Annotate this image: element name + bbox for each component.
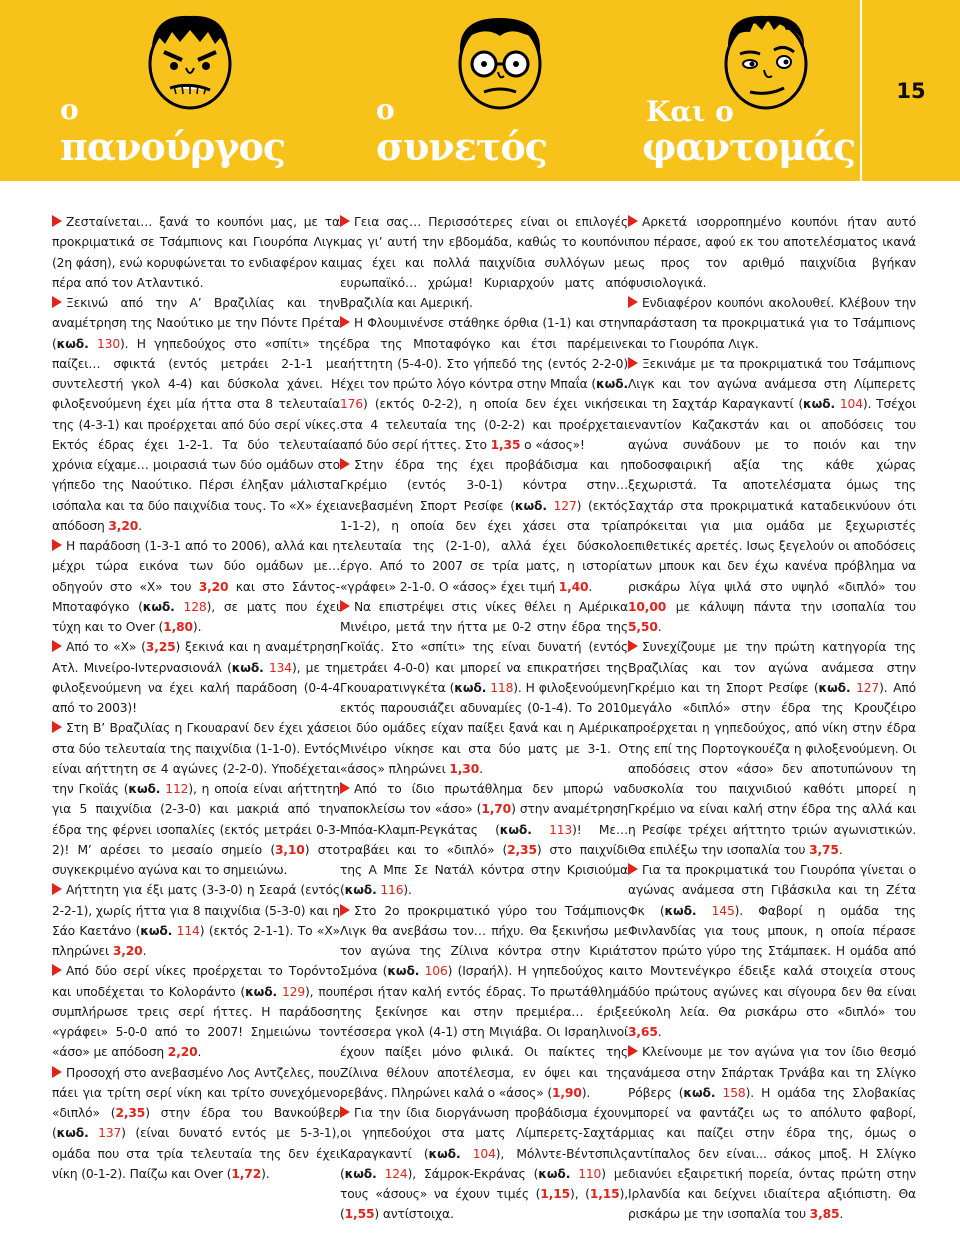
bullet-triangle-icon [628,215,638,227]
angry-face-icon [130,6,250,116]
bullet-triangle-icon [340,904,350,916]
text-run: 134 [268,660,292,675]
text-run: κωδ. [344,883,377,898]
text-run: 1,72 [231,1166,262,1181]
text-run: )! Με… τραβάει και το «διπλό» ( [340,822,628,857]
text-run: Ζεσταίνεται… ξανά το κουπόνι μας, με τα προκριματικά σε Τσάμπιονς και Γιουρόπα Λιγκ (2η φάση), ενώ κορυφώνεται το ενδιαφέρον και πέρα από τον Ατλαντικό. [52,215,340,290]
text-run: κωδ. [387,964,420,979]
paragraph [340,212,628,313]
header-band [0,0,960,181]
text-run [532,823,549,837]
text-run: 112 [165,782,189,796]
text-run: κωδ. [454,680,487,695]
text-run: ). Η ομάδα της Σλοβακίας μπορεί να φαντάζει ως το απόλυτο φαβορί, μιας και παίζει στην έδρα της, όμως ο αντίπαλος δεν είναι... σάκος μποξ. Η Σλίγκο διανύει εξαιρετική πορεία, όντας πρώτη στην Ιρλανδία και δείχνει ιδιαίτερα αξιόπιστη. Θα ρισκάρω με την ισοπαλία του [628,1085,916,1222]
text-run: 3,75 [809,842,839,857]
text-run: 1,40 [558,579,589,594]
paragraph [340,597,628,779]
text-run: κωδ. [140,923,173,938]
text-run: ). Η φιλοξενούμενη εκτός παρουσιάζει αδυναμίες (0-1-4). Το 2010 οι δύο ομάδες είχαν παίξει ξανά και η Αμέρικα Μινέιρο νίκησε και στα δύο ματς με 3-1. Ο «άσος» πληρώνει [340,680,628,776]
text-run: 137 [98,1126,122,1141]
bullet-triangle-icon [52,964,62,976]
text-run: ) (εκτός 0-2-2), η οποία δεν έχει νικήσει στα 4 τελευταία της (0-2-2) και προέρχεται από δύο σερί ήττες. Στο [340,397,628,452]
text-run [715,1086,722,1100]
text-run: 1,15 [589,1187,620,1201]
text-run: ) αντίστοιχα. [374,1207,454,1222]
column-1-title: πανούργος [60,124,285,169]
text-run: με κάλυψη πάντα την ισοπαλία του [666,599,916,614]
text-run: ) ξεκινά και η αναμέτρηση Ατλ. Μινείρο-Ιντερνασιονάλ ( [52,640,340,675]
paragraph [52,880,340,961]
text-run: Αήττητη για έξι ματς (3-3-0) η Σεαρά (εντός 2-2-1), χωρίς ήττα για 8 παιχνίδια (5-3-0) και η Σάο Καετάνο ( [52,883,340,938]
column-1-body [52,212,340,1184]
text-run: ), που συμπλήρωσε τρεις σερί ήττες. Η παράδοση «γράφει» 5-0-0 από το 2007! Σημειώνω τον «άσο» με απόδοση [52,984,340,1060]
text-run: Να επιστρέψει στις νίκες θέλει η Αμέρικα Μινέιρο, μετά την ήττα με 0-2 στην έδρα της Γκοϊάς. Στο «σπίτι» της είναι δυνατή (εντός μετράει 4-0-0) και μπορεί να επικρατήσει της Γκουαρατινγκέτα ( [340,599,628,695]
text-run: Η Φλουμινένσε στάθηκε όρθια (1-1) και στην έδρα της Μποταφόγκο και έτσι παρέμεινε αήττητη (5-4-0). Στο γήπεδό της (εντός 2-2-0) έχει τον πρώτο λόγο κόντρα στην Μπαΐα ( [340,316,628,391]
column-2-body [340,212,628,1225]
text-run: ), η οποία είναι αήττητη για 5 παιχνίδια (2-3-0) και μακριά από την έδρα της φέρνει ισοπαλίες (εκτός μετράει 0-3-2)! Μ’ αρέσει το μεσαίο σημείο ( [52,782,340,857]
text-run: ), Μόλντε-Βέντσπιλς ( [340,1146,628,1181]
text-run: κωδ. [56,336,89,351]
text-run: 113 [549,822,573,837]
text-run: ), ( [340,1187,628,1222]
text-run: Συνεχίζουμε με την πρώτη κατηγορία της Βραζιλίας και τον αγώνα ανάμεσα στην Γκρέμιο και τη Σπορτ Ρεσίφε ( [628,640,916,695]
text-run: 2,35 [507,842,537,857]
text-run: 1,70 [481,802,512,817]
bullet-triangle-icon [628,1045,638,1057]
text-run: 145 [711,903,735,918]
column-3-title-article: Και ο [646,95,734,128]
paragraph [340,901,628,1104]
text-run: κωδ. [818,680,851,695]
column-2-title: συνετός [376,124,547,169]
text-run: 1,80 [163,620,193,634]
text-run: Από το «Χ» ( [66,640,146,655]
text-run: 127 [856,680,880,695]
text-run: ). Η γηπεδούχος στο «σπίτι» της παίζει… σφικτά (εντός μετράει 2-1-1 με συντελεστή γκολ 4-4) και δύσκολα χάνει. Η φιλοξενούμενη έχει μία ήττα στα 8 τελευταία της (4-3-1) και προέρχεται από δύο σερί νίκες. Εκτός έδρας έχει 1-2-1. Τα δύο τελευταία χρόνια είχαμε… μοιρασιά των δύο ομάδων στο γήπεδο της Ναούτικο. Πέρσι έληξαν μάλιστα ισόπαλα και τα δύο παιχνίδια τους. Το «Χ» έχει απόδοση [52,336,341,533]
text-run: Ξεκινώ από την Α’ Βραζιλίας και την αναμέτρηση της Ναούτικο με την Πόντε Πρέτα ( [52,296,340,351]
text-run: . [479,761,483,776]
text-run: 128 [183,599,207,614]
bullet-triangle-icon [340,458,350,470]
text-run: κωδ. [664,903,697,918]
text-run: ) (εκτός 2-1-1). Το «Χ» πληρώνει [52,923,340,958]
text-run: ) (είναι δυνατό εντός με 5-3-1), ομάδα που στα τρία τελευταία της δεν έχει νίκη (0-1-2). Παίζω και Over ( [52,1126,340,1181]
text-run: ). [261,1166,270,1181]
bullet-triangle-icon [52,721,62,733]
text-run: Για την ίδια διοργάνωση προβάδισμα έχουν οι γηπεδούχοι στα ματς Λίμπερετς-Σαχτάρ Καραγκαντί ( [340,1106,628,1161]
paragraph [628,212,916,293]
bullet-triangle-icon [52,1066,62,1078]
text-run: ). Τσέχοι εναντίον Καζακστάν και οι αποδόσεις του αγώνα συνάδουν με το ποιόν και την ποδοσφαιρική αξία της κάθε χώρας ξεχωριστά. Τα αποτελέσματα όμως της Σαχτάρ στα προκριματικά καταδεικνύουν ότι πρόκειται για μια ομάδα με ξεχωριστές επιθετικές αρετές. Ισως ξεγελούν οι αποδόσεις των μπουκ και δεν έχω κανένα πρόβλημα να ρισκάρω λίγα ψιλά στο υψηλό «διπλό» του [628,397,916,594]
text-run: 1,35 [490,437,521,452]
text-run: Ξεκινάμε με τα προκριματικά του Τσάμπιονς Λιγκ και τον αγώνα ανάμεσα στη Λίμπερετς και τη Σαχτάρ Καραγκαντί ( [628,356,916,412]
column-head-1 [30,0,330,181]
bullet-triangle-icon [340,1106,350,1118]
text-run: κωδ. [245,984,278,999]
column-3-body [628,212,916,1225]
text-run: ο «άσος»! [520,437,585,452]
text-run: Από το ίδιο πρωτάθλημα δεν μπορώ να αποκλείσω τον «άσο» ( [340,782,628,817]
text-run: Ενδιαφέρον κουπόνι ακολουθεί. Κλέβουν την παράσταση τα προκριματικά για το Τσάμπιονς και το Γιουρόπα Λιγκ. [628,296,916,351]
bullet-triangle-icon [340,782,350,794]
text-run: Στο 2ο προκριματικό γύρο του Τσάμπιονς Λιγκ θα ανεβάσω τον… πήχυ. Θα ξεκινήσω με τον αγώνα της Ζίλινα κόντρα στην Κιριάτ Σμόνα ( [340,903,628,979]
text-run [570,1167,578,1181]
bullet-triangle-icon [52,883,62,895]
text-run: 5,50 [628,620,658,634]
text-run: 2,20 [167,1045,198,1060]
paragraph [628,1042,916,1224]
bullet-triangle-icon [628,357,638,369]
bullet-triangle-icon [340,600,350,612]
bullet-triangle-icon [340,215,350,227]
text-run: ) με τους «άσους» να έχουν τιμές ( [340,1166,628,1201]
text-run: Γεια σας… Περισσότερες είναι οι επιλογές μας γι’ αυτή την εβδομάδα, καθώς το κουπόνι μας έχει και πολλά παιχνίδια συλλόγων με ευρωπαϊκό… χρώμα! Κυριαρχούν ματς από Βραζιλία και Αμερική. [340,215,628,310]
text-run: 129 [282,984,306,999]
text-run: ) στο συγκεκριμένο αγώνα και το σημειώνω. [52,842,340,877]
text-run: 114 [176,923,200,938]
text-run: 104 [472,1146,496,1161]
text-run: κωδ. [428,1146,461,1161]
text-run: 176 [340,397,364,412]
paragraph [628,860,916,1042]
text-run: κωδ. [596,377,628,391]
paragraph [52,637,340,718]
bullet-triangle-icon [52,215,62,227]
text-run: ), ( [570,1187,590,1201]
column-2-title-article: ο [376,93,395,126]
bullet-triangle-icon [340,316,350,328]
paragraph [340,1103,628,1225]
text-run: κωδ. [128,782,161,796]
paragraph [628,354,916,638]
text-run: ), σε ματς που έχει τύχη και το Over ( [52,599,341,634]
text-run: 118 [490,680,514,695]
text-run: 158 [722,1085,746,1100]
bullet-triangle-icon [52,539,62,551]
text-run [377,1167,385,1181]
text-run: . [588,579,593,594]
text-run: 3,20 [198,579,229,594]
column-1-title-article: ο [60,93,79,126]
text-run: 1,90 [552,1085,582,1100]
text-run: ), Σάμροκ-Εκράνας ( [407,1166,539,1181]
text-run: 104 [839,397,863,412]
text-run: κωδ. [514,498,547,513]
glasses-face-icon [440,6,560,116]
paragraph [52,536,340,637]
column-3-title: φαντομάς [642,124,856,169]
text-run: 3,20 [112,944,143,958]
text-run [89,1126,99,1140]
text-run: ) (εκτός 1-1-2), η οποία δεν έχει χάσει στα τρία τελευταία της (2-1-0), αλλά έχει δύσκολο έργο. Από το 2007 σε τρία ματς, η ιστορία «γράφει» 2-1-0. Ο «άσος» έχει τιμή [340,498,628,594]
text-run: ). [403,883,412,898]
text-run: . [138,518,142,533]
text-run [89,337,97,351]
text-run: Αρκετά ισορροπημένο κουπόνι ήταν αυτό που πέρασε, αφού εκ του αποτελέσματος ικανά ως προς τον αριθμό παιχνίδια βγήκαν φυσιολογικά. [628,215,916,290]
text-run: 3,10 [274,842,305,857]
text-run: Στη Β’ Βραζιλίας η Γκουαρανί δεν έχει χάσει στα δύο τελευταία της παιχνίδια (1-1-0). Εντός είναι αήττητη σε 4 αγώνες (2-2-0). Υποδέχεται την Γκοϊάς ( [52,721,340,796]
text-run: 1,15 [540,1187,571,1201]
text-run: 106 [424,964,448,979]
paragraph [340,455,628,597]
paragraph [340,779,628,901]
text-run: Προσοχή στο ανεβασμένο Λος Αντζελες, που πάει για τρίτη σερί νίκη και τρίτο συνεχόμενο «διπλό» ( [52,1065,340,1120]
text-run: κωδ. [56,1126,89,1141]
paragraph [628,637,916,860]
text-run: 127 [553,498,577,513]
text-run: ). Φαβορί η ομάδα της Φινλανδίας για τους μπουκ, η οποία πέρασε στον πρώτο γύρο της Στάμπαεκ. Η ομάδα από το Μοντενέγκρο έδειξε καλά στοιχεία στους δύο πρώτους αγώνες και σίγουρα δεν θα είναι εύκολη λεία. Θα ρισκάρω στο «διπλό» του [628,903,916,1019]
text-run: κωδ. [683,1085,716,1100]
text-run: ) στην έδρα του Βανκούβερ ( [52,1106,341,1141]
text-run: ). Από μεγάλο «διπλό» στην έδρα της Κρουζέιρο προέρχεται η γηπεδούχος, από νίκη στην έδρα της επί της Πορτογκουέζα η φιλοξενούμενη. Οι αποδόσεις στον «άσο» δεν αποτυπώνουν τη δυσκολία του παιχνιδιού καθότι μπορεί η Γκρέμιο να είναι καλή στην έδρα της αλλά και η Ρεσίφε τρέχει αήττητο τριών αγωνιστικών. Θα επιλέξω την ισοπαλία του [628,680,916,857]
bullet-triangle-icon [52,640,62,652]
page-number: 15 [896,78,926,103]
text-run: 3,85 [809,1207,840,1222]
bullet-triangle-icon [628,296,638,308]
paragraph [52,961,340,1062]
text-run: 3,25 [145,640,176,655]
text-run: Για τα προκριματικά του Γιουρόπα γίνεται ο αγώνας ανάμεσα στη Γιβάσκιλα και τη Ζέτα Φκ ( [628,863,916,918]
text-run: 2,35 [115,1106,146,1120]
text-run: 1,30 [449,761,480,776]
text-run [175,600,184,614]
bullet-triangle-icon [628,863,638,875]
text-run [460,1147,472,1161]
text-run: και στο Σάντος-Μποταφόγκο ( [52,579,340,614]
text-run: κωδ. [538,1166,571,1181]
text-run: ) (Ισραήλ). Η γηπεδούχος και πέρσι ήταν καλή εντός έδρας. Το πρωτάθλημά της ξεκίνησε και στην πρεμιέρα… έριξε τέσσερα γκολ (4-1) στη Μιγιάβα. Οι Ισραηλινοί έχουν παίξει μόνο φιλικά. Οι παίκτες της Ζίλινα θέλουν αποτέλεσμα, εν όψει και της ρεβάνς. Πληρώνει καλά ο «άσος» ( [340,964,628,1100]
text-run: κωδ. [142,599,175,614]
text-run: . [838,842,843,857]
text-run: ) στο παιχνίδι της Α Μπε Σε Νατάλ κόντρα στην Κρισιούμα ( [340,842,628,898]
text-run: Από δύο σερί νίκες προέρχεται το Τορόντο και υποδέχεται το Κολοράντο ( [52,964,340,999]
text-run [547,499,554,513]
text-run: κωδ. [803,397,835,412]
text-run: 116 [380,883,404,898]
text-run: 3,65 [628,1025,658,1039]
bullet-triangle-icon [628,640,638,652]
text-run: . [657,620,662,634]
text-run: . [839,1207,844,1222]
text-run: ). [192,620,202,634]
text-run: Στην έδρα της έχει προβάδισμα και η Γκρέμιο (εντός 3-0-1) κόντρα στην… ανεβασμένη Σπορτ Ρεσίφε ( [340,458,628,513]
column-head-2 [342,0,642,181]
paragraph [52,212,340,293]
text-run: . [142,944,147,958]
paragraph [628,293,916,354]
text-run: κωδ. [231,660,264,675]
text-run: . [197,1045,202,1060]
text-run: κωδ. [344,1166,377,1181]
text-run: 1,55 [344,1207,375,1222]
text-run: 10,00 [628,599,667,614]
text-run: 124 [384,1166,408,1181]
text-run: 130 [96,336,120,351]
text-run: Η παράδοση (1-3-1 από το 2006), αλλά και η μέχρι τώρα εικόνα των δύο ομάδων με… οδηγούν στο «Χ» του [52,539,340,594]
text-run: ). [581,1085,591,1100]
text-run: 3,20 [108,518,139,533]
text-run: Κλείνουμε με τον αγώνα για τον ίδιο θεσμό ανάμεσα στην Σπάρτακ Τρνάβα και τη Σλίγκο Ρόβερς ( [628,1045,916,1100]
text-run: κωδ. [499,822,532,837]
paragraph [52,1063,340,1185]
bullet-triangle-icon [52,296,62,308]
paragraph [52,718,340,880]
text-run [696,904,711,918]
text-run: 110 [578,1166,602,1181]
text-run: ), με τη φιλοξενούμενη να έχει καλή παράδοση (0-4-4 από το 2003)! [52,660,341,715]
paragraph [340,313,628,455]
text-run: . [657,1025,662,1039]
paragraph [52,293,340,536]
text-run: ) στην αναμέτρηση Μπόα-Κλαμπ-Ρεγκάτας ( [340,802,628,837]
